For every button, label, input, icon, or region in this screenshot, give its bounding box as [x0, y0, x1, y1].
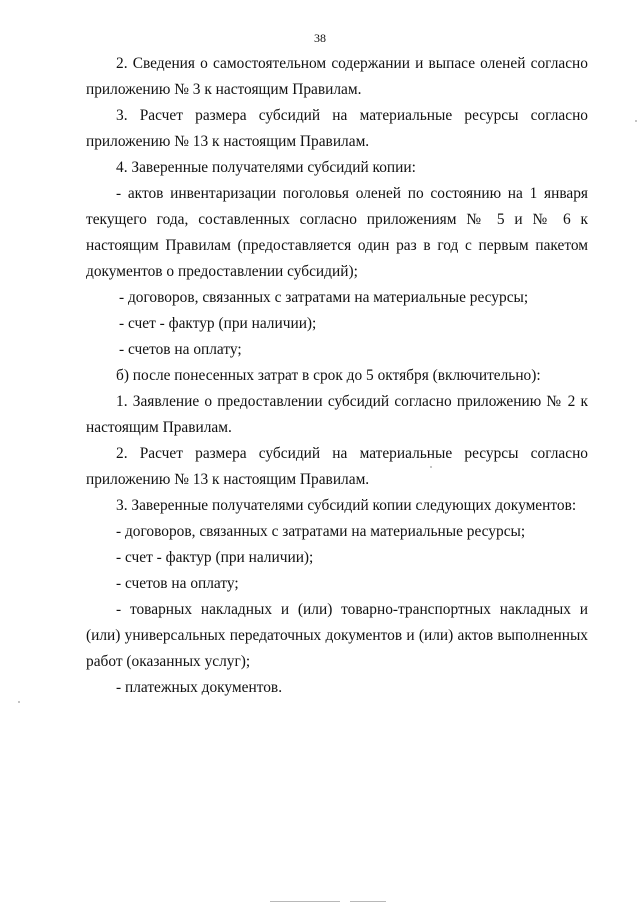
paragraph-13: - счет - фактур (при наличии);: [116, 549, 314, 566]
scan-artifact-dot: [635, 120, 637, 122]
paragraph-5: - договоров, связанных с затратами на материальные ресурсы;: [119, 289, 529, 306]
paragraph-6: - счет - фактур (при наличии);: [119, 315, 317, 332]
paragraph-1: 2. Сведения о самостоятельном содержании и выпасе оленей согласно приложению № 3 к настоящим Правилам.: [86, 55, 588, 98]
paragraph-3: 4. Заверенные получателями субсидий копии:: [116, 159, 416, 176]
paragraph-15: - товарных накладных и (или) товарно-транспортных накладных и (или) универсальных передаточных документов и (или) актов выполненных работ (оказанных услуг);: [86, 601, 588, 670]
scan-artifact-line-2: [350, 901, 386, 902]
document-body: [86, 51, 588, 701]
page-number: 38: [314, 31, 326, 45]
scan-artifact-dot-2: [18, 701, 20, 703]
paragraph-10: 2. Расчет размера субсидий на материальные ресурсы согласно приложению № 13 к настоящим Правилам.: [86, 445, 588, 488]
scan-artifact-line: [270, 901, 340, 902]
paragraph-11: 3. Заверенные получателями субсидий копии следующих документов:: [116, 497, 577, 514]
paragraph-16: - платежных документов.: [116, 679, 283, 696]
paragraph-7: - счетов на оплату;: [119, 341, 242, 358]
paragraph-12: - договоров, связанных с затратами на материальные ресурсы;: [116, 523, 526, 540]
scan-artifact-dot-3: [430, 466, 432, 468]
paragraph-4: - актов инвентаризации поголовья оленей по состоянию на 1 января текущего года, составленных согласно приложениям № 5 и № 6 к настоящим Правилам (предоставляется один раз в год с первым пакетом документов о предоставлении субсидий);: [86, 185, 588, 280]
paragraph-8: б) после понесенных затрат в срок до 5 октября (включительно):: [116, 367, 541, 384]
paragraph-2: 3. Расчет размера субсидий на материальные ресурсы согласно приложению № 13 к настоящим Правилам.: [86, 107, 588, 150]
paragraph-14: - счетов на оплату;: [116, 575, 239, 592]
paragraph-9: 1. Заявление о предоставлении субсидий согласно приложению № 2 к настоящим Правилам.: [86, 393, 588, 436]
